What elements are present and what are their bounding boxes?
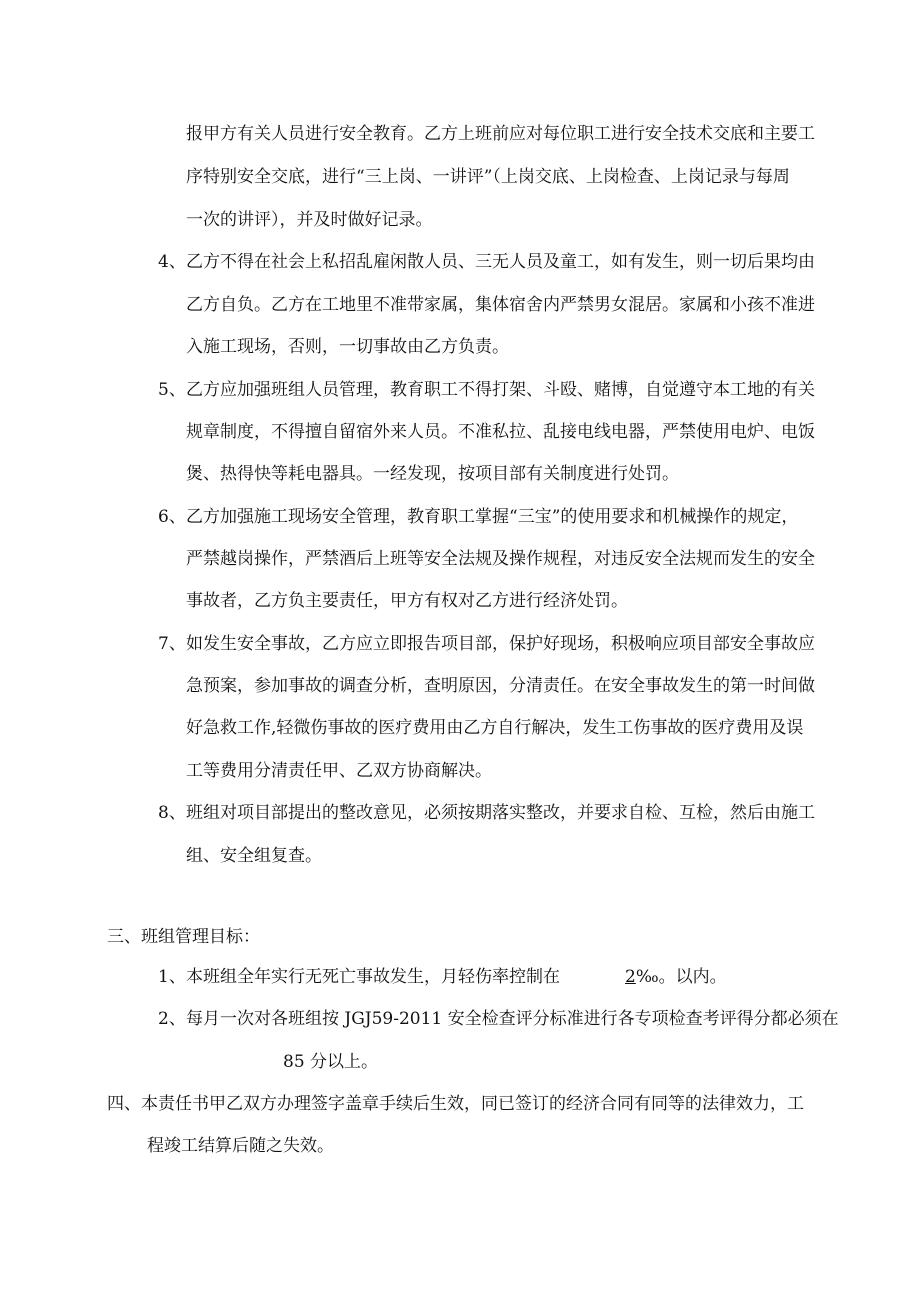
item-number: 4、 xyxy=(158,252,186,272)
injury-rate-field xyxy=(625,966,727,988)
item-line: 事故者，乙方负主要责任，甲方有权对乙方进行经济处罚。 xyxy=(186,591,628,611)
item-line: 严禁越岗操作，严禁酒后上班等安全法规及操作规程，对违反安全法规而发生的安全 xyxy=(186,549,815,569)
item-line: 入施工现场，否则，一切事故由乙方负责。 xyxy=(186,337,509,357)
item-line: 乙方应加强班组人员管理，教育职工不得打架、斗殴、赌博，自觉遵守本工地的有关 xyxy=(186,380,815,400)
paragraph-line: 报甲方有关人员进行安全教育。乙方上班前应对每位职工进行安全技术交底和主要工 xyxy=(186,124,815,144)
paragraph-line: 序特别安全交底，进行“三上岗、一讲评”（上岗交底、上岗检查、上岗记录与每周 xyxy=(186,167,790,187)
section-heading: 三、班组管理目标： xyxy=(107,927,260,947)
injury-rate-suffix: ‰。以内。 xyxy=(635,967,727,987)
item-line: 如发生安全事故，乙方应立即报告项目部，保护好现场，积极响应项目部安全事故应 xyxy=(186,634,815,654)
item-line: 乙方加强施工现场安全管理，教育职工掌握“三宝”的使用要求和机械操作的规定， xyxy=(186,507,799,527)
item-number: 5、 xyxy=(158,380,186,400)
item-line: 急预案，参加事故的调查分析，查明原因，分清责任。在安全事故发生的第一时间做 xyxy=(186,676,815,696)
paragraph-line: 一次的讲评），并及时做好记录。 xyxy=(186,210,433,230)
item-line: 本班组全年实行无死亡事故发生，月轻伤率控制在 xyxy=(186,967,560,987)
item-line: 工等费用分清责任甲、乙双方协商解决。 xyxy=(186,761,492,781)
item-line: 班组对项目部提出的整改意见，必须按期落实整改，并要求自检、互检，然后由施工 xyxy=(186,803,815,823)
item-line: 85 分以上。 xyxy=(283,1052,379,1072)
item-line: 每月一次对各班组按 JGJ59-2011 安全检查评分标准进行各专项检查考评得分都必须在 xyxy=(186,1009,839,1029)
item-number: 7、 xyxy=(158,634,186,654)
item-line: 乙方不得在社会上私招乱雇闲散人员、三无人员及童工，如有发生，则一切后果均由 xyxy=(186,252,815,272)
item-line: 好急救工作,轻微伤事故的医疗费用由乙方自行解决，发生工伤事故的医疗费用及误 xyxy=(186,718,804,738)
section-paragraph-line: 程竣工结算后随之失效。 xyxy=(147,1136,334,1156)
item-line: 组、安全组复查。 xyxy=(186,846,322,866)
item-line: 规章制度，不得擅自留宿外来人员。不准私拉、乱接电线电器，严禁使用电炉、电饭 xyxy=(186,422,815,442)
injury-rate-value: 2 xyxy=(625,967,636,987)
item-number: 1、 xyxy=(158,967,186,987)
item-number: 6、 xyxy=(158,507,186,527)
item-line: 煲、热得快等耗电器具。一经发现，按项目部有关制度进行处罚。 xyxy=(186,464,679,484)
item-line: 乙方自负。乙方在工地里不准带家属，集体宿舍内严禁男女混居。家属和小孩不准进 xyxy=(186,295,815,315)
item-number: 8、 xyxy=(158,803,186,823)
item-number: 2、 xyxy=(158,1009,186,1029)
section-paragraph-line: 四、本责任书甲乙双方办理签字盖章手续后生效，同已签订的经济合同有同等的法律效力，工 xyxy=(107,1094,804,1114)
